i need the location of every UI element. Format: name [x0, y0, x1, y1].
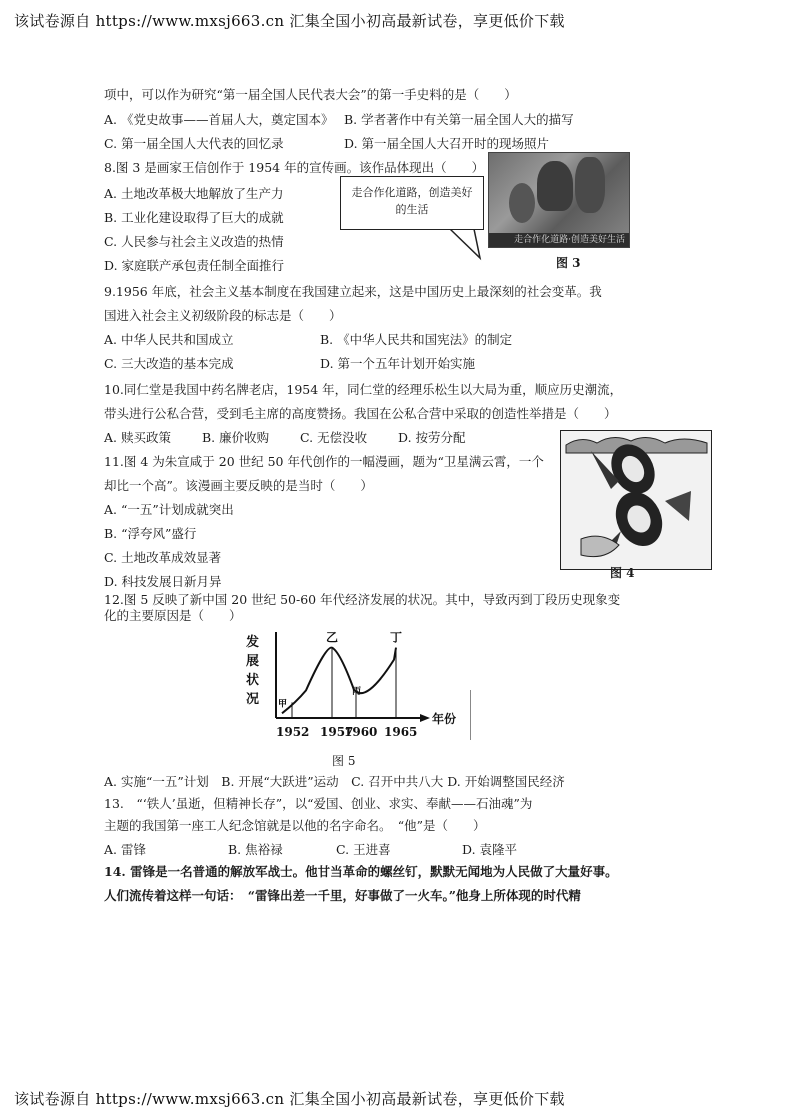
q10-option-b: B. 廉价收购 [202, 430, 270, 445]
q7-stem: 项中，可以作为研究“第一届全国人民代表大会”的第一手史料的是（ ） [104, 87, 517, 102]
chart-y-label: 发展状况 [246, 635, 260, 707]
q12-stem-line2: 化的主要原因是（ ） [104, 608, 242, 623]
chart-x-axis-arrow [420, 714, 430, 722]
cartoon-drawing [561, 431, 711, 569]
q7-option-a: A. 《党史故事——首届人大，奠定国本》 [104, 112, 334, 127]
q11-option-a: A. “一五”计划成就突出 [104, 502, 234, 517]
q11-stem-line2: 却比一个高”。该漫画主要反映的是当时（ ） [104, 478, 373, 493]
q9-option-a: A. 中华人民共和国成立 [104, 332, 234, 347]
q9-stem-line1: 9.1956 年底，社会主义基本制度在我国建立起来，这是中国历史上最深刻的社会变革。我 [104, 284, 602, 299]
q10-option-a: A. 赎买政策 [104, 430, 171, 445]
q9-option-d: D. 第一个五年计划开始实施 [320, 356, 476, 371]
poster-figure-shape [509, 183, 535, 223]
q11-option-d: D. 科技发展日新月异 [104, 574, 222, 589]
q13-option-b: B. 焦裕禄 [228, 842, 283, 857]
q8-option-a: A. 土地改革极大地解放了生产力 [104, 186, 284, 201]
satellite-cartoon-image [560, 430, 712, 570]
figure-5-label: 图 5 [332, 754, 356, 768]
q13-stem-line2: 主题的我国第一座工人纪念馆就是以他的名字命名。 “他”是（ ） [104, 818, 486, 833]
chart-point-label: 丁 [390, 630, 403, 645]
poster-figure-shape [575, 157, 605, 213]
q8-stem: 8.图 3 是画家王信创作于 1954 年的宣传画。该作品体现出（ ） [104, 160, 485, 175]
bubble-tail [440, 226, 490, 262]
development-chart [240, 626, 480, 752]
q10-option-c: C. 无偿没收 [300, 430, 368, 445]
chart-point-label: 丙 [352, 686, 362, 697]
chart-point-label: 乙 [326, 630, 339, 645]
chart-x-label: 年份 [432, 712, 457, 726]
q8-option-d: D. 家庭联产承包责任制全面推行 [104, 258, 285, 273]
chart-series-line [282, 648, 396, 714]
q14-stem-line1: 14. 雷锋是一名普通的解放军战士。他甘当革命的螺丝钉，默默无闻地为人民做了大量好事。 [104, 864, 618, 879]
q10-stem-line1: 10.同仁堂是我国中药名牌老店，1954 年，同仁堂的经理乐松生以大局为重，顺应历史潮流， [104, 382, 623, 397]
propaganda-poster-image [488, 152, 630, 248]
poster-figure-shape [537, 161, 573, 211]
q13-option-a: A. 雷锋 [104, 842, 146, 857]
poster-caption-strip: 走合作化道路·创造美好生活 [489, 233, 629, 247]
q12-stem-line1: 12.图 5 反映了新中国 20 世纪 50-60 年代经济发展的状况。其中，导致丙到丁段历史现象变 [104, 592, 621, 607]
q8-option-c: C. 人民参与社会主义改造的热情 [104, 234, 284, 249]
q8-option-b: B. 工业化建设取得了巨大的成就 [104, 210, 284, 225]
q14-stem-line2: 人们流传着这样一句话： “雷锋出差一千里，好事做了一火车。”他身上所体现的时代精 [104, 888, 581, 903]
q13-option-d: D. 袁隆平 [462, 842, 518, 857]
q11-option-c: C. 土地改革成效显著 [104, 550, 222, 565]
q13-stem-line1: 13. “‘铁人’虽逝，但精神长存”，以“爱国、创业、求实、奉献——石油魂”为 [104, 796, 533, 811]
figure-4-label: 图 4 [610, 566, 635, 580]
q12-options: A. 实施“一五”计划 B. 开展“大跃进”运动 C. 召开中共八大 D. 开始调整国民经济 [104, 774, 565, 789]
q11-option-b: B. “浮夸风”盛行 [104, 526, 197, 541]
q7-option-b: B. 学者著作中有关第一届全国人大的描写 [344, 112, 574, 127]
margin-rule [470, 690, 471, 740]
speech-bubble: 走合作化道路，创造美好的生活 [340, 176, 484, 230]
chart-x-tick-label: 1960 [344, 725, 378, 739]
q9-option-c: C. 三大改造的基本完成 [104, 356, 234, 371]
q13-option-c: C. 王进喜 [336, 842, 391, 857]
chart-x-tick-label: 1952 [276, 725, 310, 739]
chart-x-tick-label: 1965 [384, 725, 418, 739]
q10-stem-line2: 带头进行公私合营，受到毛主席的高度赞扬。我国在公私合营中采取的创造性举措是（ ） [104, 406, 617, 421]
q9-option-b: B. 《中华人民共和国宪法》的制定 [320, 332, 513, 347]
q10-option-d: D. 按劳分配 [398, 430, 466, 445]
q7-option-c: C. 第一届全国人大代表的回忆录 [104, 136, 284, 151]
source-banner-bottom: 该试卷源自 https://www.mxsj663.cn 汇集全国小初高最新试卷，享更低价下载 [14, 1090, 565, 1108]
chart-point-label: 甲 [278, 699, 288, 710]
figure-3-label: 图 3 [556, 256, 581, 270]
q7-option-d: D. 第一届全国人大召开时的现场照片 [344, 136, 550, 151]
source-banner-top: 该试卷源自 https://www.mxsj663.cn 汇集全国小初高最新试卷，享更低价下载 [14, 12, 565, 30]
q9-stem-line2: 国进入社会主义初级阶段的标志是（ ） [104, 308, 342, 323]
chart-x-tick-label: 1957 [320, 725, 354, 739]
q11-stem-line1: 11.图 4 为朱宣咸于 20 世纪 50 年代创作的一幅漫画，题为“卫星满云霄，一个 [104, 454, 544, 469]
